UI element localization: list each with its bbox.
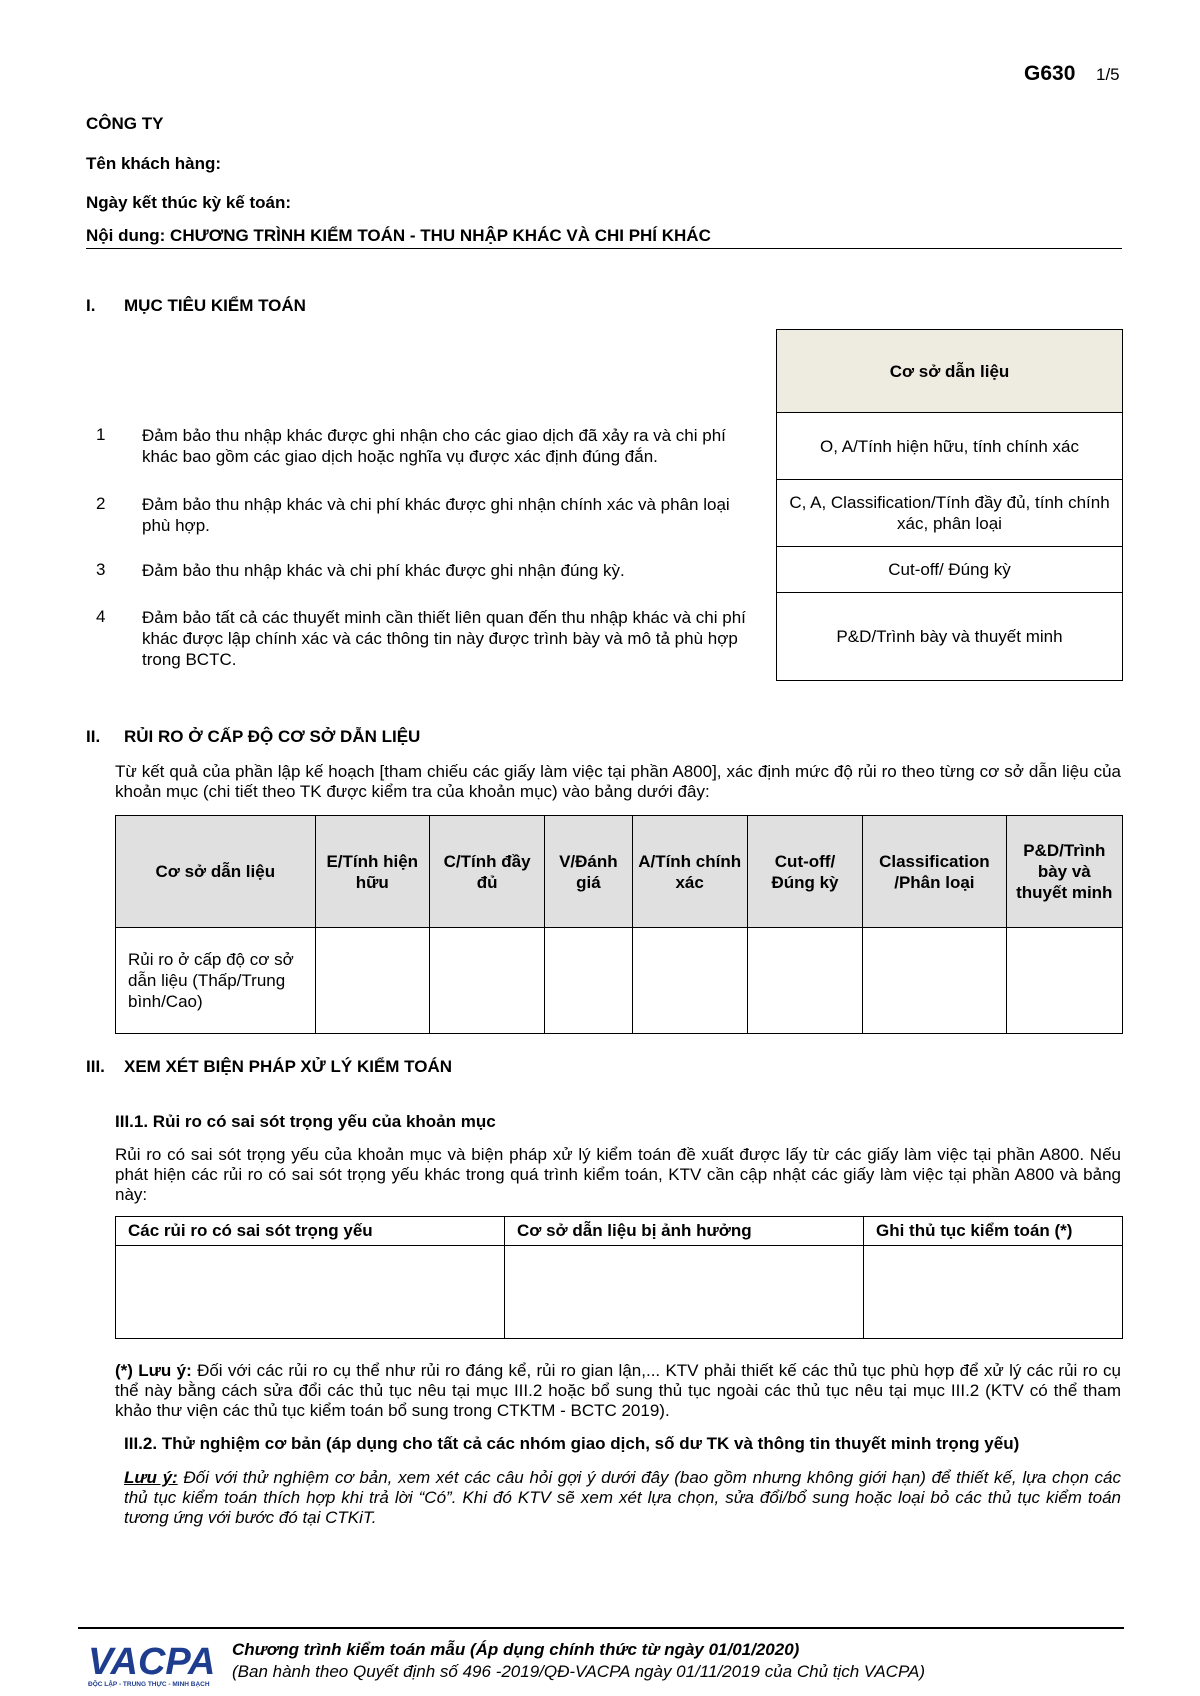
risk-note-label: (*) Lưu ý:	[115, 1361, 192, 1380]
footer-line-1: Chương trình kiểm toán mẫu (Áp dụng chính thức từ ngày 01/01/2020)	[232, 1640, 800, 1659]
section-3-title: XEM XÉT BIỆN PHÁP XỬ LÝ KIỂM TOÁN	[124, 1057, 453, 1076]
substantive-note-label: Lưu ý:	[124, 1468, 178, 1487]
header-divider	[86, 248, 1122, 249]
objective-4-number: 4	[96, 607, 106, 626]
risk-cell-classification[interactable]	[863, 928, 1006, 1034]
material-risk-col-risks: Các rủi ro có sai sót trọng yếu	[116, 1217, 505, 1246]
footer-divider	[78, 1627, 1124, 1629]
material-risk-col-assertions: Cơ sở dẫn liệu bị ảnh hưởng	[505, 1217, 864, 1246]
risk-col-presentation: P&D/Trình bày và thuyết minh	[1006, 816, 1122, 928]
risk-col-valuation: V/Đánh giá	[545, 816, 632, 928]
risk-col-accuracy: A/Tính chính xác	[632, 816, 747, 928]
assertion-risk-table	[115, 815, 1123, 1034]
assertion-cell-1: O, A/Tính hiện hữu, tính chính xác	[777, 413, 1123, 480]
assertion-cell-3: Cut-off/ Đúng kỳ	[777, 547, 1123, 593]
material-risk-cell-procedures[interactable]	[864, 1246, 1123, 1339]
risk-cell-existence[interactable]	[315, 928, 429, 1034]
risk-cell-presentation[interactable]	[1006, 928, 1122, 1034]
risk-cell-valuation[interactable]	[545, 928, 632, 1034]
footer-line-2: (Ban hành theo Quyết định số 496 -2019/QĐ-VACPA ngày 01/11/2019 của Chủ tịch VACPA)	[232, 1662, 926, 1681]
objective-3-text: Đảm bảo thu nhập khác và chi phí khác được ghi nhận đúng kỳ.	[142, 561, 625, 580]
content-label: Nội dung:	[86, 226, 166, 245]
objective-1-text: Đảm bảo thu nhập khác được ghi nhận cho các giao dịch đã xảy ra và chi phí khác bao gồm các giao dịch hoặc nghĩa vụ được xác định đúng đắn.	[142, 426, 726, 466]
section-2-intro: Từ kết quả của phần lập kế hoạch [tham chiếu các giấy làm việc tại phần A800], xác định mức độ rủi ro theo từng cơ sở dẫn liệu của khoản mục (chi tiết theo TK được kiểm tra của khoản mục) vào bảng dưới đây:	[115, 762, 1121, 801]
risk-cell-completeness[interactable]	[429, 928, 544, 1034]
subsection-3-1-title: III.1. Rủi ro có sai sót trọng yếu của khoản mục	[115, 1112, 496, 1131]
risk-col-existence: E/Tính hiện hữu	[315, 816, 429, 928]
objective-2-number: 2	[96, 494, 106, 513]
objective-2-text: Đảm bảo thu nhập khác và chi phí khác được ghi nhận chính xác và phân loại phù hợp.	[142, 495, 730, 535]
company-label: CÔNG TY	[86, 114, 164, 133]
objective-4-text: Đảm bảo tất cả các thuyết minh cần thiết liên quan đến thu nhập khác và chi phí khác được lập chính xác và các thông tin này được trình bày và mô tả phù hợp trong BCTC.	[142, 608, 746, 669]
objective-3-number: 3	[96, 560, 106, 579]
material-risk-cell-assertions[interactable]	[505, 1246, 864, 1339]
risk-row-label: Rủi ro ở cấp độ cơ sở dẫn liệu (Thấp/Trung bình/Cao)	[116, 928, 316, 1034]
risk-cell-cutoff[interactable]	[747, 928, 862, 1034]
substantive-note	[124, 1468, 1121, 1528]
section-1-number: I.	[86, 296, 96, 315]
objective-1-number: 1	[96, 425, 106, 444]
content-line	[86, 226, 711, 246]
risk-col-header: Cơ sở dẫn liệu	[116, 816, 316, 928]
risk-col-classification: Classification /Phân loại	[863, 816, 1006, 928]
substantive-note-text: Đối với thử nghiệm cơ bản, xem xét các câu hỏi gợi ý dưới đây (bao gồm nhưng không giới hạn) để thiết kế, lựa chọn các thủ tục kiểm toán thích hợp khi trả lời “Có”. Khi đó KTV sẽ xem xét lựa chọn, sửa đổi/bổ sung hoặc loại bỏ các thủ tục kiểm toán tương ứng với bước đó tại CTKiT.	[124, 1468, 1121, 1527]
section-3-heading	[86, 1057, 452, 1077]
material-risk-table	[115, 1216, 1123, 1339]
subsection-3-2-title: III.2. Thử nghiệm cơ bản (áp dụng cho tất cả các nhóm giao dịch, số dư TK và thông tin thuyết minh trọng yếu)	[124, 1434, 1020, 1453]
assertion-table	[776, 329, 1123, 681]
period-end-label: Ngày kết thúc kỳ kế toán:	[86, 193, 292, 212]
section-2-heading	[86, 727, 420, 747]
page-number: 1/5	[1096, 65, 1120, 84]
material-risk-col-procedures: Ghi thủ tục kiểm toán (*)	[864, 1217, 1123, 1246]
material-risk-cell-risks[interactable]	[116, 1246, 505, 1339]
risk-note-text: Đối với các rủi ro cụ thể như rủi ro đáng kể, rủi ro gian lận,... KTV phải thiết kế các thủ tục phù hợp để xử lý các rủi ro cụ thể này bằng cách sửa đổi các thủ tục nêu tại mục III.2 hoặc bổ sung thủ tục ngoài các thủ tục nêu tại mục III.2 (KTV có thể tham khảo thư viện các thủ tục kiểm toán bổ sung trong CTKTM - BCTC 2019).	[115, 1361, 1121, 1420]
subsection-3-1-text: Rủi ro có sai sót trọng yếu của khoản mục và biện pháp xử lý kiểm toán đề xuất được lấy từ các giấy làm việc tại phần A800. Nếu phát hiện các rủi ro có sai sót trọng yếu khác trong quá trình kiểm toán, KTV cần cập nhật các giấy làm việc tại phần A800 và bảng này:	[115, 1145, 1121, 1204]
section-1-heading	[86, 296, 306, 316]
vacpa-logo	[86, 1636, 216, 1688]
vacpa-logo-wordmark: VACPA	[88, 1641, 216, 1683]
document-code: G630	[1024, 62, 1076, 85]
section-2-title: RỦI RO Ở CẤP ĐỘ CƠ SỞ DẪN LIỆU	[124, 727, 421, 746]
section-3-number: III.	[86, 1057, 105, 1076]
content-value: CHƯƠNG TRÌNH KIỂM TOÁN - THU NHẬP KHÁC VÀ CHI PHÍ KHÁC	[170, 226, 711, 245]
risk-cell-accuracy[interactable]	[632, 928, 747, 1034]
assertion-cell-2: C, A, Classification/Tính đầy đủ, tính chính xác, phân loại	[777, 480, 1123, 547]
client-name-label: Tên khách hàng:	[86, 154, 222, 173]
assertion-cell-4: P&D/Trình bày và thuyết minh	[777, 593, 1123, 681]
risk-note	[115, 1361, 1121, 1421]
section-1-title: MỤC TIÊU KIỂM TOÁN	[124, 296, 306, 315]
vacpa-logo-tagline: ĐỘC LẬP - TRUNG THỰC - MINH BẠCH	[88, 1681, 210, 1688]
vacpa-logo-icon	[86, 1636, 216, 1688]
section-2-number: II.	[86, 727, 101, 746]
risk-col-cutoff: Cut-off/ Đúng kỳ	[747, 816, 862, 928]
assertion-header: Cơ sở dẫn liệu	[777, 330, 1123, 413]
risk-col-completeness: C/Tính đầy đủ	[429, 816, 544, 928]
